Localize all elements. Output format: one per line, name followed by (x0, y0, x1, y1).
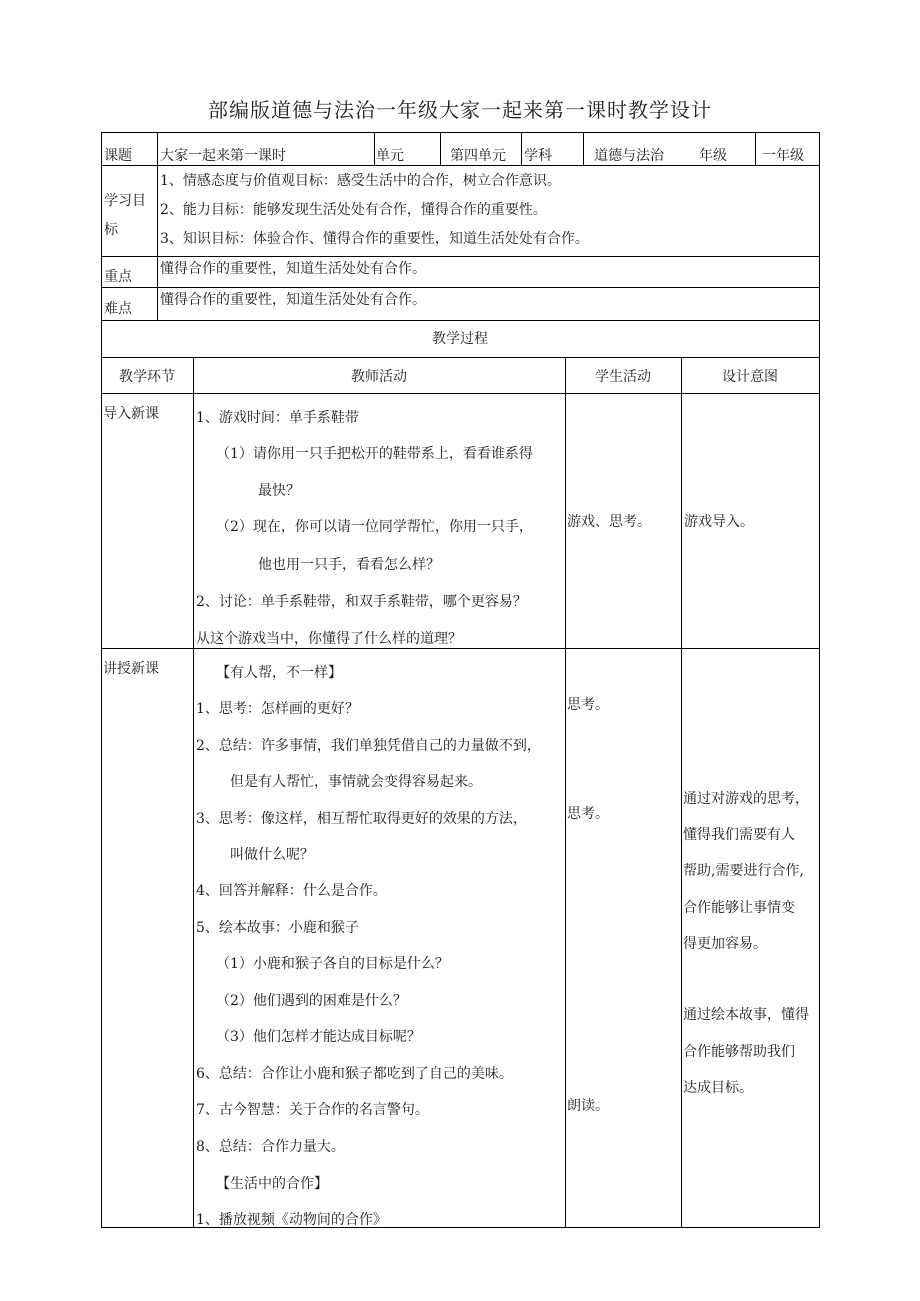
table-line (193, 357, 194, 1227)
table-line (101, 256, 819, 257)
lesson-student: 思考。 (567, 697, 609, 713)
lesson-teacher-line: （1）小鹿和猴子各自的目标是什么？ (216, 956, 449, 972)
lesson-teacher-line: 6、总结：合作让小鹿和猴子都吃到了自己的美味。 (196, 1066, 513, 1082)
intro-teacher-line: 从这个游戏当中，你懂得了什么样的道理？ (196, 631, 462, 647)
table-line (101, 132, 102, 1228)
table-line (819, 132, 820, 1228)
document-title: 部编版道德与法治一年级大家一起来第一课时教学设计 (208, 98, 712, 122)
lesson-teacher-line: 4、回答并解释：什么是合作。 (196, 883, 387, 899)
table-line (565, 357, 566, 1227)
header-intent: 设计意图 (722, 369, 778, 385)
intro-teacher-line: 他也用一只手，看看怎么样？ (258, 557, 440, 573)
table-line (755, 132, 756, 165)
table-line (374, 132, 375, 165)
grade-label: 年级 (699, 148, 727, 164)
lesson-intent-line: 得更加容易。 (683, 936, 767, 952)
lesson-teacher-line: 5、绘本故事：小鹿和猴子 (196, 920, 359, 936)
table-line (101, 165, 819, 166)
intro-teacher-line: 2、讨论：单手系鞋带，和双手系鞋带，哪个更容易？ (196, 594, 527, 610)
header-student: 学生活动 (595, 369, 651, 385)
table-line (101, 393, 819, 394)
key-point-value: 懂得合作的重要性，知道生活处处有合作。 (160, 261, 426, 277)
table-line (681, 357, 682, 1227)
table-line (101, 320, 819, 321)
lesson-teacher-line: 1、播放视频《动物间的合作》 (196, 1212, 387, 1228)
table-line (157, 132, 158, 320)
lesson-teacher-line: 2、总结：许多事情，我们单独凭借自己的力量做不到， (196, 738, 541, 754)
course-label: 课题 (104, 148, 132, 164)
lesson-intent-line: 达成目标。 (683, 1080, 753, 1096)
objectives-label: 学习目 (104, 193, 146, 209)
difficult-point-value: 懂得合作的重要性，知道生活处处有合作。 (160, 292, 426, 308)
lesson-student: 朗读。 (567, 1098, 609, 1114)
lesson-teacher-line: 【生活中的合作】 (216, 1176, 328, 1192)
table-line (101, 648, 819, 649)
objective-item: 1、情感态度与价值观目标：感受生活中的合作，树立合作意识。 (160, 173, 561, 189)
table-line (583, 132, 584, 165)
lesson-teacher-line: 7、古今智慧：关于合作的名言警句。 (196, 1102, 429, 1118)
lesson-teacher-line: 叫做什么呢？ (230, 847, 314, 863)
lesson-student: 思考。 (567, 806, 609, 822)
table-line (101, 287, 819, 288)
lesson-intent-line: 通过对游戏的思考， (683, 791, 809, 807)
lesson-teacher-line: 3、思考：像这样，相互帮忙取得更好的效果的方法， (196, 811, 527, 827)
table-line (101, 357, 819, 358)
objective-item: 3、知识目标：体验合作、懂得合作的重要性，知道生活处处有合作。 (160, 231, 589, 247)
intro-intent: 游戏导入。 (684, 514, 754, 530)
unit-label: 单元 (376, 148, 404, 164)
lesson-teacher-line: 8、总结：合作力量大。 (196, 1139, 345, 1155)
grade-value: 一年级 (762, 148, 804, 164)
table-line (101, 132, 819, 133)
lesson-teacher-line: （3）他们怎样才能达成目标呢？ (216, 1029, 421, 1045)
intro-stage: 导入新课 (103, 406, 159, 422)
lesson-intent-line: 帮助,需要进行合作, (683, 863, 804, 879)
header-stage: 教学环节 (119, 369, 175, 385)
table-line (440, 132, 441, 165)
subject-value: 道德与法治 (594, 148, 664, 164)
lesson-intent-line: 合作能够帮助我们 (683, 1044, 795, 1060)
unit-value: 第四单元 (450, 148, 506, 164)
lesson-intent-line: 合作能够让事情变 (683, 900, 795, 916)
objective-item: 2、能力目标：能够发现生活处处有合作，懂得合作的重要性。 (160, 202, 547, 218)
table-line (521, 132, 522, 165)
objectives-label: 标 (104, 222, 118, 238)
intro-teacher-line: （1）请你用一只手把松开的鞋带系上，看看谁系得 (216, 446, 533, 462)
lesson-teacher-line: （2）他们遇到的困难是什么？ (216, 993, 407, 1009)
lesson-teacher-line: 但是有人帮忙，事情就会变得容易起来。 (230, 774, 482, 790)
intro-teacher-line: 1、游戏时间：单手系鞋带 (196, 410, 359, 426)
lesson-intent-line: 懂得我们需要有人 (683, 827, 795, 843)
lesson-teacher-line: 1、思考：怎样画的更好？ (196, 701, 359, 717)
intro-teacher-line: 最快？ (258, 483, 300, 499)
difficult-point-label: 难点 (104, 301, 132, 317)
lesson-teacher-line: 【有人帮，不一样】 (216, 665, 342, 681)
lesson-stage: 讲授新课 (103, 661, 159, 677)
header-teacher: 教师活动 (351, 369, 407, 385)
course-value: 大家一起来第一课时 (160, 148, 286, 164)
process-title: 教学过程 (432, 331, 488, 347)
key-point-label: 重点 (104, 269, 132, 285)
lesson-intent-line: 通过绘本故事，懂得 (683, 1007, 809, 1023)
intro-student: 游戏、思考。 (567, 514, 651, 530)
intro-teacher-line: （2）现在，你可以请一位同学帮忙，你用一只手， (216, 519, 533, 535)
subject-label: 学科 (524, 148, 552, 164)
